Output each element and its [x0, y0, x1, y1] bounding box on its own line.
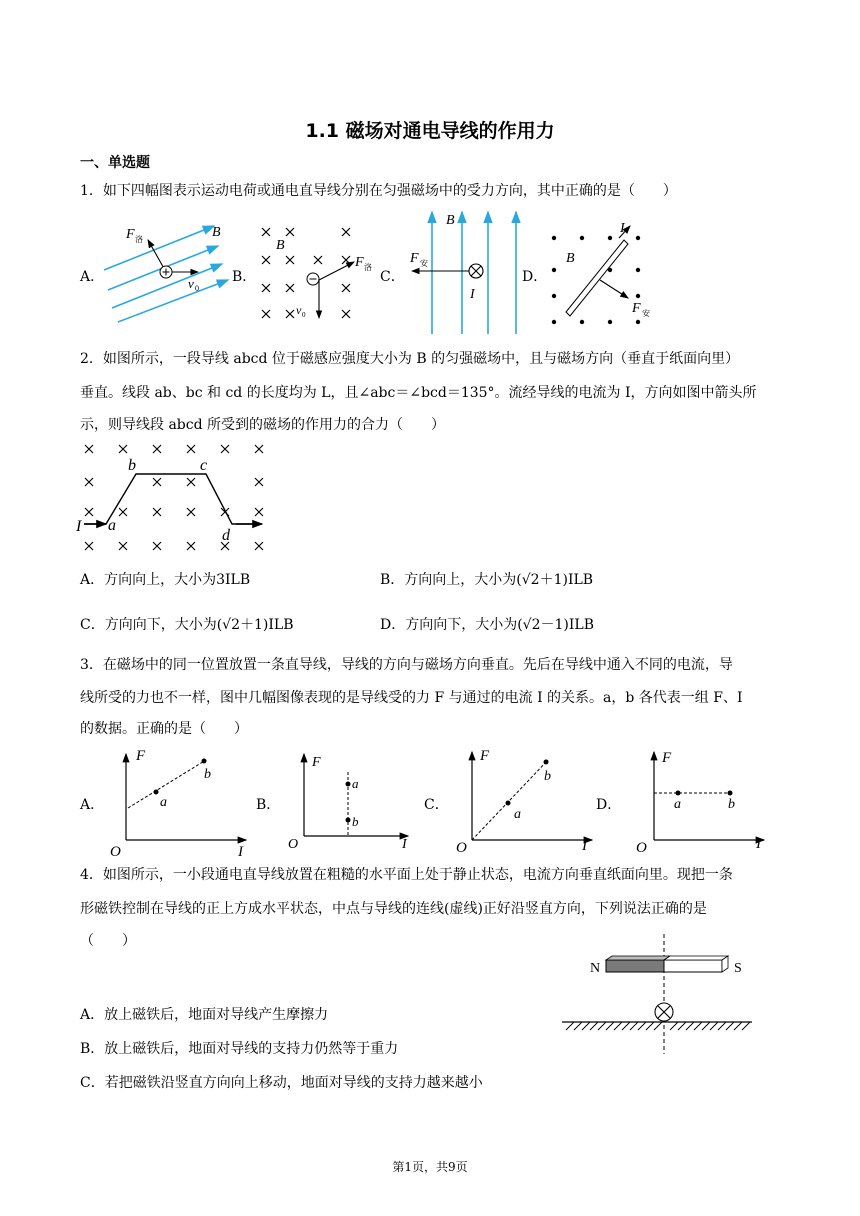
question-4-line-3: （ ） — [80, 933, 136, 949]
q2-option-c[interactable]: C．方向向下，大小为(√2＋1)ILB — [80, 617, 294, 633]
q3-graph-b — [284, 750, 414, 850]
q1b-force-subscript: 洛 — [364, 263, 372, 272]
question-3-line-1: 3．在磁场中的同一位置放置一条直导线，导线的方向与磁场方向垂直。先后在导线中通入不同的电流，导 — [80, 657, 733, 673]
q3a-a-label: a — [160, 795, 167, 810]
q3b-b-label: b — [352, 814, 359, 829]
q1b-b-label: B — [276, 238, 285, 253]
question-2-line-1: 2．如图所示，一段导线 abcd 位于磁感应强度大小为 B 的匀强磁场中，且与磁场方向（垂直于纸面向里） — [80, 351, 740, 367]
q3a-i-label: I — [238, 844, 243, 858]
question-1-text: 1．如下四幅图表示运动电荷或通电直导线分别在匀强磁场中的受力方向，其中正确的是（ ） — [80, 183, 677, 199]
page-footer: 第1页，共9页 — [392, 1160, 468, 1174]
q2-label-c: c — [200, 457, 208, 474]
q3a-f-label: F — [136, 748, 146, 764]
q3d-b-label: b — [728, 797, 735, 812]
q1-figure-b — [256, 222, 376, 326]
q3c-a-label: a — [514, 807, 521, 822]
q1a-force-subscript: 洛 — [135, 235, 143, 244]
q2-figure — [76, 440, 276, 558]
q3c-f-label: F — [480, 748, 490, 764]
q3-graph-a — [106, 746, 252, 858]
q1b-v-label: v — [296, 303, 302, 317]
q4-magnet-s-label: S — [734, 961, 742, 976]
q1a-v-subscript: 0 — [195, 284, 199, 293]
q1d-i-label: I — [620, 221, 625, 236]
q2-option-a[interactable]: A．方向向上，大小为3ILB — [80, 572, 251, 588]
section-heading: 一、单选题 — [80, 155, 150, 171]
q2-label-i: I — [76, 518, 82, 535]
q3c-o-label: O — [456, 840, 467, 856]
q3-graph-c — [452, 746, 598, 858]
q1b-force-label: F — [355, 255, 364, 270]
page-title: 1.1 磁场对通电导线的作用力 — [305, 120, 555, 142]
q1-figure-d — [544, 220, 664, 330]
question-4-line-2: 形磁铁控制在导线的正上方成水平状态，中点与导线的连线(虚线)正好沿竖直方向，下列说法正确的是 — [80, 901, 707, 917]
q3c-b-label: b — [544, 769, 551, 784]
q3-option-d-label[interactable]: D． — [596, 797, 622, 813]
q1b-v-subscript: 0 — [302, 311, 306, 319]
q1-option-b-label[interactable]: B． — [232, 269, 257, 285]
q1d-force-label: F — [632, 301, 641, 316]
q3a-o-label: O — [110, 844, 121, 858]
q1-option-d-label[interactable]: D． — [522, 269, 548, 285]
q3b-f-label: F — [312, 755, 321, 770]
q1d-b-label: B — [566, 251, 575, 266]
question-3-line-2: 线所受的力也不一样，图中几幅图像表现的是导线受的力 F 与通过的电流 I 的关系。a，b 各代表一组 F、I — [80, 690, 743, 706]
q1a-b-label: B — [212, 225, 221, 240]
question-4-line-1: 4．如图所示，一小段通电直导线放置在粗糙的水平面上处于静止状态，电流方向垂直纸面向里。现把一条 — [80, 867, 733, 883]
q1-figure-a — [104, 218, 234, 328]
q2-label-a: a — [108, 517, 116, 534]
q3d-i-label: I — [756, 836, 761, 852]
q1c-b-label: B — [446, 213, 455, 228]
q4-option-b[interactable]: B．放上磁铁后，地面对导线的支持力仍然等于重力 — [80, 1041, 399, 1057]
question-2-line-3: 示，则导线段 abcd 所受到的磁场的作用力的合力（ ） — [80, 417, 446, 433]
q1-figure-c — [400, 208, 524, 334]
q1a-v-label: v — [188, 276, 194, 291]
q3b-a-label: a — [352, 776, 359, 791]
q3-option-a-label[interactable]: A． — [80, 797, 105, 813]
question-2-line-2: 垂直。线段 ab、bc 和 cd 的长度均为 L，且∠abc＝∠bcd＝135°。流经导线的电流为 I，方向如图中箭头所 — [80, 385, 757, 401]
q3d-a-label: a — [674, 797, 681, 812]
q3d-f-label: F — [662, 750, 672, 766]
q4-magnet-n-label: N — [590, 961, 601, 976]
q1a-force-label: F — [126, 227, 135, 242]
q1-option-c-label[interactable]: C． — [380, 269, 405, 285]
question-3-line-3: 的数据。正确的是（ ） — [80, 721, 248, 737]
q1-option-a-label[interactable]: A． — [80, 269, 105, 285]
q3-option-b-label[interactable]: B． — [256, 797, 281, 813]
q3b-o-label: O — [288, 837, 299, 850]
q2-option-b[interactable]: B．方向向上，大小为(√2＋1)ILB — [380, 572, 594, 588]
q3d-o-label: O — [636, 840, 647, 856]
q3c-i-label: I — [582, 838, 587, 854]
q4-option-c[interactable]: C．若把磁铁沿竖直方向向上移动，地面对导线的支持力越来越小 — [80, 1075, 483, 1091]
q3-option-c-label[interactable]: C． — [424, 797, 449, 813]
q1c-force-label: F — [410, 251, 419, 266]
q2-label-b: b — [128, 457, 136, 474]
q4-figure — [560, 932, 756, 1056]
q1d-force-subscript: 安 — [642, 309, 650, 318]
q3-graph-d — [620, 746, 770, 858]
q3b-i-label: I — [402, 837, 407, 850]
q1c-i-label: I — [470, 287, 475, 302]
q1c-force-subscript: 安 — [420, 259, 428, 268]
q2-label-d: d — [222, 527, 230, 544]
q3a-b-label: b — [204, 767, 211, 782]
q2-option-d[interactable]: D．方向向下，大小为(√2－1)ILB — [380, 617, 594, 633]
q4-option-a[interactable]: A．放上磁铁后，地面对导线产生摩擦力 — [80, 1007, 329, 1023]
